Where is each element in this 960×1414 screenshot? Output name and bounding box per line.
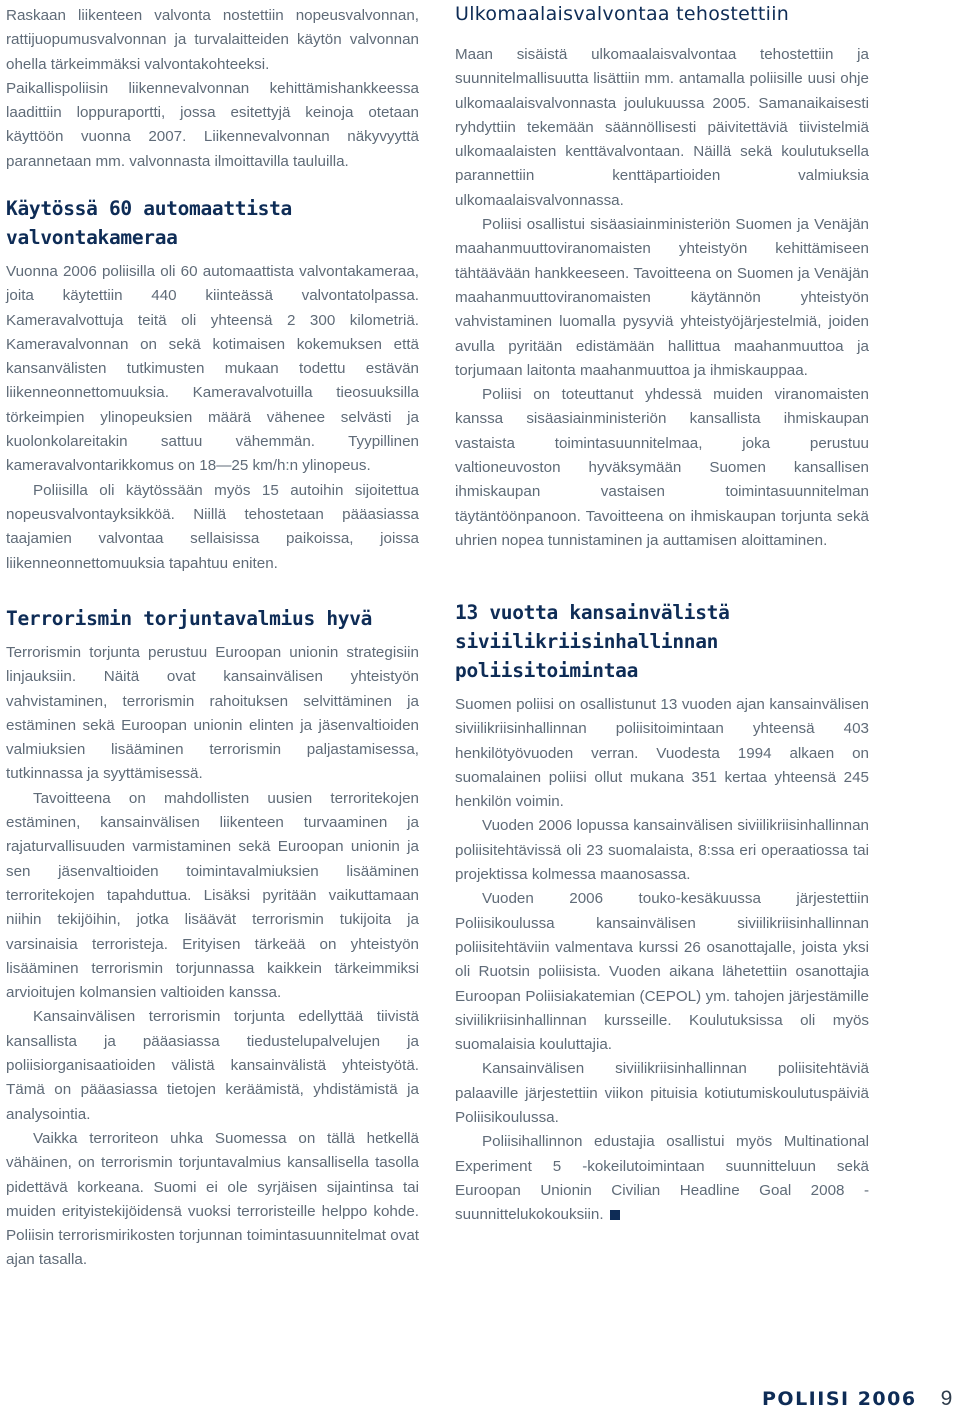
paragraph: Maan sisäistä ulkomaalaisvalvontaa tehostettiin ja suunnitelmallisuutta lisättiin mm. antamalla poliisille uusi ohje ulkomaalaisvalvonnasta joulukuussa 2005. Samanaikaisesti ryhdyttiin tekemään säännöllisesti päivitettäviä tiivistelmiä ulkomaalaisten kenttävalvontaan. Näillä sekä koulutuksella parannettiin kenttäpartioiden valmiuksia ulkomaalaisvalvonnassa. (455, 46, 869, 209)
paragraph: Vuoden 2006 touko-kesäkuussa järjestettiin Poliisikoulussa kansainvälisen siviilikriisinhallinnan poliisitehtäviin valmentava kurssi 26 osanottajalle, joista yksi oli Ruotsin poliisista. Vuoden aikana lähetettiin osanottajia Euroopan Poliisiakatemian (CEPOL) ym. tahojen järjestämille siviilikriisinhallinnan kursseille. Koulutuksissa oli myös suomalaisia kouluttajia. (455, 890, 869, 1054)
paragraph: Poliisilla oli käytössään myös 15 autoihin sijoitettua nopeusvalvontayksikköä. Niillä tehostetaan pääasiassa taajamien valvontaa sellaisissa paikoissa, joissa liikenneonnettomuuksia tapahtuu eniten. (6, 481, 419, 572)
paragraph: Vuonna 2006 poliisilla oli 60 automaattista valvontakameraa, joita käytettiin 440 kiinteässä valvontatolpassa. Kameravalvottuja teitä oli yhteensä 2 300 kilometriä. Kameravalvonnan on sekä kotimaisen kokemuksen että kansanvälisten tutkimusten mukaan todettu estävän liikenneonnettomuuksia. Kameravalvotuilla tieosuuksilla törkeimpien ylinopeuksien määrä vähenee selvästi ja kuolonkolareitakin sattuu vähemmän. Tyypillinen kameravalvontarikkomus on 18—25 km/h:n ylinopeus. (6, 263, 419, 475)
paragraph: Terrorismin torjunta perustuu Euroopan unionin strategisiin linjauksiin. Näitä ovat kansainvälisen yhteistyön vahvistaminen, terrorismin rahoituksen selvittäminen ja estäminen sekä Euroopan unionin elinten ja jäsenvaltioiden valmiuksien lisääminen terrorismin paljastamisessa, tutkinnassa ja syyttämisessä. (6, 644, 419, 783)
section-heading: Terrorismin torjuntavalmius hyvä (6, 607, 373, 630)
paragraph: Paikallispoliisin liikennevalvonnan kehittämishankkeessa laadittiin loppuraportti, jossa esitettyjä keinoja otetaan käyttöön vuonna 2007. Liikennevalvonnan näkyvyyttä parannetaan mm. valvonnasta ilmoittavilla tauluilla. (6, 79, 419, 170)
paragraph-text: Poliisihallinnon edustajia osallistui myös Multinational Experiment 5 -kokeilutoimintaan suunnitteluun sekä Euroopan Unionin Civilian Headline Goal 2008 -suunnittelukokouksiin. (455, 1133, 869, 1224)
section-heading: 13 vuotta kansainvälistä siviilikriisinhallinnan poliisitoimintaa (455, 601, 730, 682)
paragraph: Poliisi osallistui sisäasiainministeriön Suomen ja Venäjän maahanmuuttoviranomaisten yhteistyön kehittämiseen tähtäävään hankkeeseen. Tavoitteena on Suomen ja Venäjän maahanmuuttoviranomaisten käytännön yhteistyön vahvistaminen luomalla pysyviä yhteistyöjärjestelmiä, joiden avulla pyritään edistämään hallittua maahanmuuttoa ja torjumaan laitonta maahanmuuttoa ja ihmiskauppaa. (455, 216, 869, 379)
end-mark-icon (610, 1210, 620, 1220)
paragraph: Poliisi on toteuttanut yhdessä muiden viranomaisten kanssa sisäasiainministeriön kansallista ihmiskaupan vastaista toimintasuunnitelmaa, joka perustuu valtioneuvoston hyväksymään Suomen kansallisen ihmiskaupan vastaisen toimintasuunnitelman täytäntöönpanoon. Tavoitteena on ihmiskaupan torjunta sekä uhrien nopea tunnistaminen ja auttamisen aloittaminen. (455, 386, 869, 549)
paragraph: Kansainvälisen siviilikriisinhallinnan poliisitehtäviä palaaville järjestettiin viikon pituisia kotiutumiskoulutuspäiviä Poliisikoulussa. (455, 1060, 869, 1127)
paragraph: Suomen poliisi on osallistunut 13 vuoden ajan kansainvälisen siviilikriisinhallinnan poliisitoimintaan yhteensä 403 henkilötyövuoden verran. Vuodesta 1994 alkaen on suomalainen poliisi ollut mukana 351 kertaa yhteensä 245 henkilön voimin. (455, 696, 869, 811)
paragraph: Raskaan liikenteen valvonta nostettiin nopeusvalvonnan, rattijuopumusvalvonnan ja turvalaitteiden käytön valvonnan ohella tärkeimmäksi valvontakohteeksi. (6, 7, 419, 73)
paragraph-last (455, 1130, 869, 1227)
paragraph: Tavoitteena on mahdollisten uusien terroritekojen estäminen, kansainvälisen liikenteen turvaaminen ja rajaturvallisuuden varmistaminen sekä Euroopan unionin ja sen jäsenvaltioiden toimintavalmiuksien lisääminen terroritekojen tapahduttua. Lisäksi pyritään vaikuttamaan niihin tekijöihin, jotka lisäävät terrorismin tukijoita ja varsinaisia terroristeja. Erityisen tärkeää on yhteistyön lisääminen terrorismin torjunnassa kaikkein tärkeimmiksi arvioitujen kolmansien valtioiden kanssa. (6, 789, 419, 1002)
section-speed-cameras (6, 194, 419, 576)
paragraph: Vaikka terroriteon uhka Suomessa on tällä hetkellä vähäinen, on terrorismin torjuntavalmius kansallisella tasolla pidettävä korkeana. Suomi ei ole syrjäisen sijaintinsa tai muiden erityistekijöidensä vuoksi terroristeille helppo kohde. Poliisin terrorismirikosten torjunnan toimintasuunnitelmat ovat ajan tasalla. (6, 1129, 419, 1269)
section-terrorism (6, 604, 419, 1273)
section-crisis-management (455, 598, 869, 1228)
section-heading: Ulkomaalaisvalvontaa tehostettiin (455, 3, 790, 25)
paragraph: Vuoden 2006 lopussa kansainvälisen siviilikriisinhallinnan poliisitehtävissä oli 23 suomalaista, 8:ssa eri operaatiossa tai projektissa kolmessa maanosassa. (455, 817, 869, 884)
page-footer (762, 1387, 952, 1411)
publication-title: POLIISI 2006 (762, 1388, 917, 1410)
intro-text (6, 4, 419, 174)
paragraph: Kansainvälisen terrorismin torjunta edellyttää tiivistä kansallista ja pääasiassa tiedustelupalvelujen ja poliisiorganisaatioiden välistä kansainvälistä yhteistyötä. Tämä on pääasiassa tietojen keräämistä, yhdistämistä ja analysointia. (6, 1008, 419, 1123)
section-foreigner-control (455, 0, 869, 553)
section-heading: Käytössä 60 automaattista valvontakameraa (6, 197, 293, 249)
page-number: 9 (940, 1387, 953, 1410)
